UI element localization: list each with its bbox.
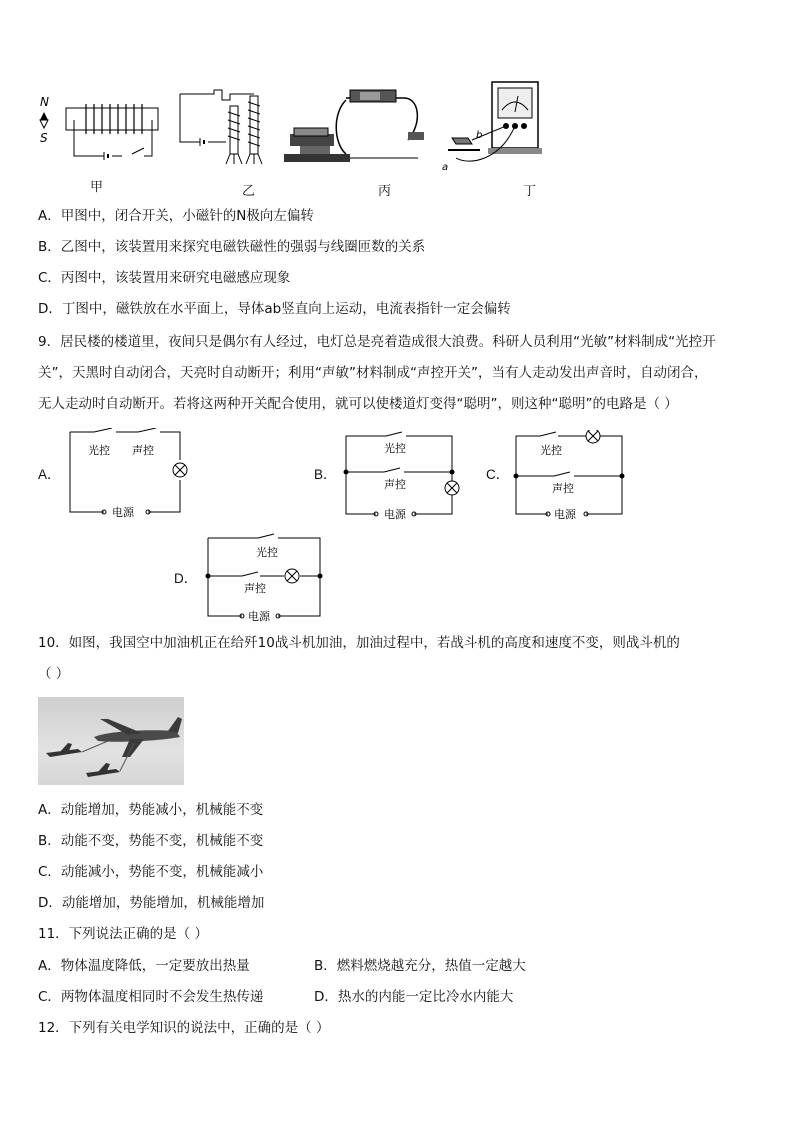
label-sound: 声控: [244, 582, 266, 595]
q11-stem: 11．下列说法正确的是（ ）: [38, 926, 208, 942]
label-light: 光控: [88, 444, 110, 457]
refueling-aircraft-photo: [38, 697, 184, 785]
q8-figure-yi: [174, 86, 274, 168]
q10-option-b: B．动能不变，势能不变，机械能不变: [38, 833, 264, 849]
q9-option-b-letter: B．: [314, 467, 337, 482]
wire-label-b: b: [476, 130, 483, 141]
q8-figure-bing: [284, 84, 434, 170]
caption-jia: 甲: [90, 180, 104, 195]
label-power: 电源: [384, 508, 406, 521]
label-light: 光控: [256, 546, 278, 559]
q10-stem-line-2: （ ）: [38, 666, 70, 682]
wire-label-a: a: [442, 162, 449, 173]
q9-circuit-d: [202, 532, 326, 624]
q9-circuit-b: [340, 430, 462, 522]
north-label: N: [40, 95, 49, 109]
q9-circuit-c: [510, 430, 626, 522]
q8-option-b: B．乙图中，该装置用来探究电磁铁磁性的强弱与线圈匝数的关系: [38, 239, 426, 255]
label-sound: 声控: [384, 478, 406, 491]
q9-circuit-a: [68, 428, 190, 520]
q9-stem-line-3: 无人走动时自动断开。若将这两种开关配合使用，就可以使楼道灯变得“聪明”，则这种“聪明”的电路是（ ）: [38, 396, 678, 412]
q11-option-b: B．燃料燃烧越充分，热值一定越大: [314, 958, 526, 974]
label-power: 电源: [112, 506, 134, 519]
south-label: S: [40, 131, 48, 145]
q9-option-d-letter: D．: [174, 571, 198, 586]
q11-option-c: C．两物体温度相同时不会发生热传递: [38, 989, 264, 1005]
q9-stem-line-2: 关”，天黑时自动闭合，天亮时自动断开；利用“声敏”材料制成“声控开关”，当有人走动发出声音时，自动闭合，: [38, 365, 708, 381]
q11-option-a: A．物体温度降低，一定要放出热量: [38, 958, 250, 974]
q9-option-a-letter: A．: [38, 467, 61, 482]
q10-option-a: A．动能增加，势能减小，机械能不变: [38, 802, 264, 818]
label-power: 电源: [248, 610, 270, 623]
q8-option-a: A．甲图中，闭合开关，小磁针的N极向左偏转: [38, 208, 314, 224]
q10-option-d: D．动能增加，势能增加，机械能增加: [38, 895, 265, 911]
caption-bing: 丙: [378, 184, 392, 199]
q8-figure-ding: [440, 80, 548, 174]
q9-option-c-letter: C．: [486, 467, 510, 482]
q10-option-c: C．动能减小，势能不变，机械能减小: [38, 864, 264, 880]
q12-stem: 12．下列有关电学知识的说法中，正确的是（ ）: [38, 1020, 330, 1036]
q9-stem-line-1: 9．居民楼的楼道里，夜间只是偶尔有人经过，电灯总是亮着造成很大浪费。科研人员利用“光敏”材料制成“光控开: [38, 334, 716, 350]
caption-yi: 乙: [242, 184, 256, 199]
q8-figure-jia: [36, 92, 166, 167]
q8-option-c: C．丙图中，该装置用来研究电磁感应现象: [38, 270, 291, 286]
caption-ding: 丁: [523, 184, 537, 199]
q8-option-d: D．丁图中，磁铁放在水平面上，导体ab竖直向上运动，电流表指针一定会偏转: [38, 301, 511, 317]
label-power: 电源: [554, 508, 576, 521]
q11-option-d: D．热水的内能一定比冷水内能大: [314, 989, 514, 1005]
label-sound: 声控: [552, 482, 574, 495]
label-light: 光控: [540, 444, 562, 457]
label-sound: 声控: [132, 444, 154, 457]
label-light: 光控: [384, 442, 406, 455]
q10-stem-line-1: 10．如图，我国空中加油机正在给歼10战斗机加油，加油过程中，若战斗机的高度和速度不变，则战斗机的: [38, 635, 680, 651]
